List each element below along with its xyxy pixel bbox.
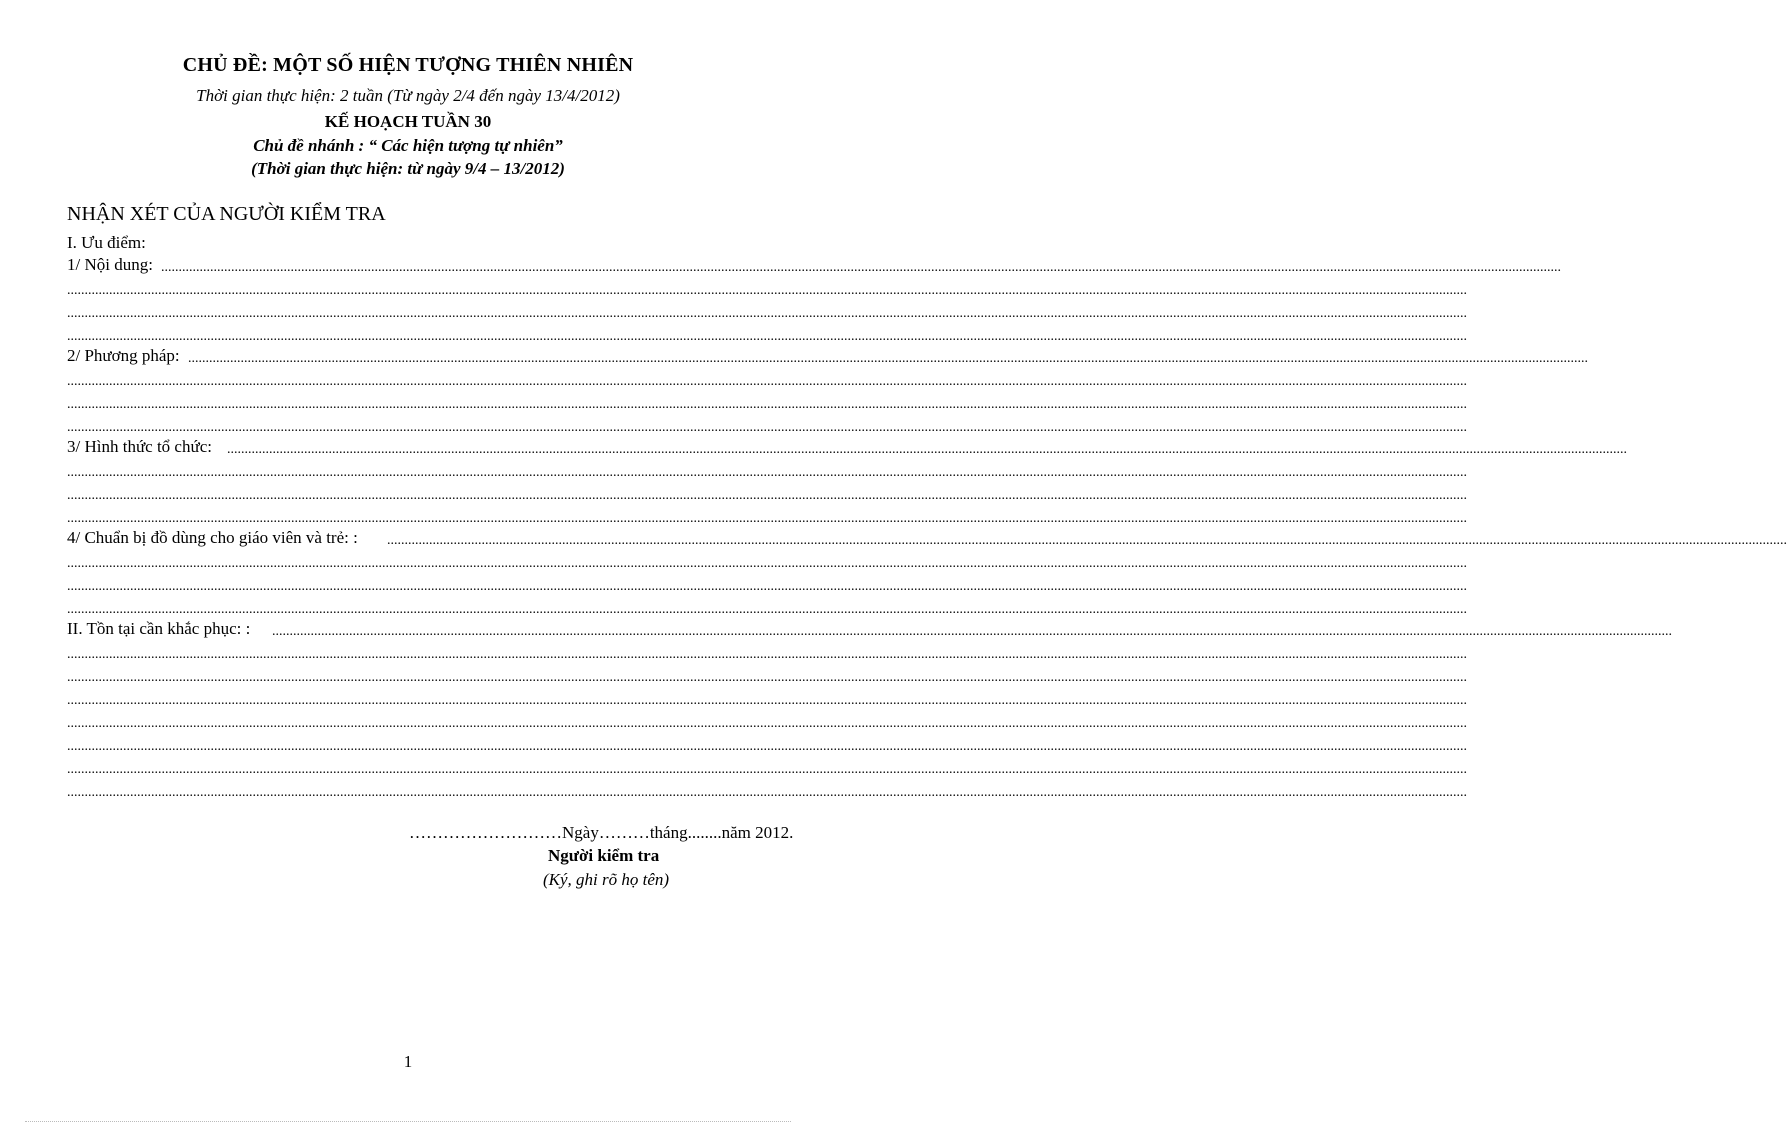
strengths-heading: I. Ưu điểm:: [67, 233, 146, 252]
preparation-answer-line: ................................................................................................................................................................................................................................................................................................................................................................................................................: [67, 579, 1467, 594]
organization-label: 3/ Hình thức tổ chức:: [67, 437, 212, 456]
issues-answer-line: ................................................................................................................................................................................................................................................................................................................................................................................................................: [67, 647, 1467, 662]
organization-answer-line: ................................................................................................................................................................................................................................................................................................................................................................................................................: [67, 511, 1467, 526]
topic-duration: Thời gian thực hiện: 2 tuần (Từ ngày 2/4 đến ngày 13/4/2012): [196, 86, 620, 105]
method-fill-line: ................................................................................................................................................................................................................................................................................................................................................................................................................: [188, 351, 1588, 366]
organization-answer-line: ................................................................................................................................................................................................................................................................................................................................................................................................................: [67, 465, 1467, 480]
method-answer-line: ................................................................................................................................................................................................................................................................................................................................................................................................................: [67, 397, 1467, 412]
preparation-fill-line: ................................................................................................................................................................................................................................................................................................................................................................................................................: [387, 533, 1787, 548]
topic-title: CHỦ ĐỀ: MỘT SỐ HIỆN TƯỢNG THIÊN NHIÊN: [182, 54, 634, 76]
issues-answer-line: ................................................................................................................................................................................................................................................................................................................................................................................................................: [67, 762, 1467, 777]
date-line: ………………………Ngày………tháng........năm 2012.: [409, 823, 794, 842]
issues-answer-line: ................................................................................................................................................................................................................................................................................................................................................................................................................: [67, 670, 1467, 685]
content-answer-line: ................................................................................................................................................................................................................................................................................................................................................................................................................: [67, 306, 1467, 321]
issues-fill-line: ................................................................................................................................................................................................................................................................................................................................................................................................................: [272, 624, 1672, 639]
content-fill-line: ................................................................................................................................................................................................................................................................................................................................................................................................................: [161, 260, 1561, 275]
subtopic-title: Chủ đề nhánh : “ Các hiện tượng tự nhiên”: [253, 136, 563, 155]
preparation-answer-line: ................................................................................................................................................................................................................................................................................................................................................................................................................: [67, 602, 1467, 617]
preparation-answer-line: ................................................................................................................................................................................................................................................................................................................................................................................................................: [67, 556, 1467, 571]
organization-fill-line: ................................................................................................................................................................................................................................................................................................................................................................................................................: [227, 442, 1627, 457]
preparation-label: 4/ Chuẩn bị đồ dùng cho giáo viên và trẻ: :: [67, 528, 358, 547]
inspector-label: Người kiểm tra: [548, 846, 660, 865]
issues-label: II. Tồn tại cần khắc phục: :: [67, 619, 251, 638]
issues-answer-line: ................................................................................................................................................................................................................................................................................................................................................................................................................: [67, 716, 1467, 731]
method-label: 2/ Phương pháp:: [67, 346, 180, 365]
page-number: 1: [403, 1052, 413, 1071]
issues-answer-line: ................................................................................................................................................................................................................................................................................................................................................................................................................: [67, 785, 1467, 800]
week-plan-title: KẾ HOẠCH TUẦN 30: [324, 112, 492, 131]
page-bottom-divider: [25, 1121, 791, 1122]
issues-answer-line: ................................................................................................................................................................................................................................................................................................................................................................................................................: [67, 693, 1467, 708]
subtopic-duration: (Thời gian thực hiện: từ ngày 9/4 – 13/2012): [251, 159, 565, 178]
method-answer-line: ................................................................................................................................................................................................................................................................................................................................................................................................................: [67, 374, 1467, 389]
content-label: 1/ Nội dung:: [67, 255, 153, 274]
signature-note: (Ký, ghi rõ họ tên): [543, 870, 670, 889]
review-section-title: NHẬN XÉT CỦA NGƯỜI KIỂM TRA: [67, 203, 386, 225]
organization-answer-line: ................................................................................................................................................................................................................................................................................................................................................................................................................: [67, 488, 1467, 503]
method-answer-line: ................................................................................................................................................................................................................................................................................................................................................................................................................: [67, 420, 1467, 435]
content-answer-line: ................................................................................................................................................................................................................................................................................................................................................................................................................: [67, 283, 1467, 298]
issues-answer-line: ................................................................................................................................................................................................................................................................................................................................................................................................................: [67, 739, 1467, 754]
content-answer-line: ................................................................................................................................................................................................................................................................................................................................................................................................................: [67, 329, 1467, 344]
